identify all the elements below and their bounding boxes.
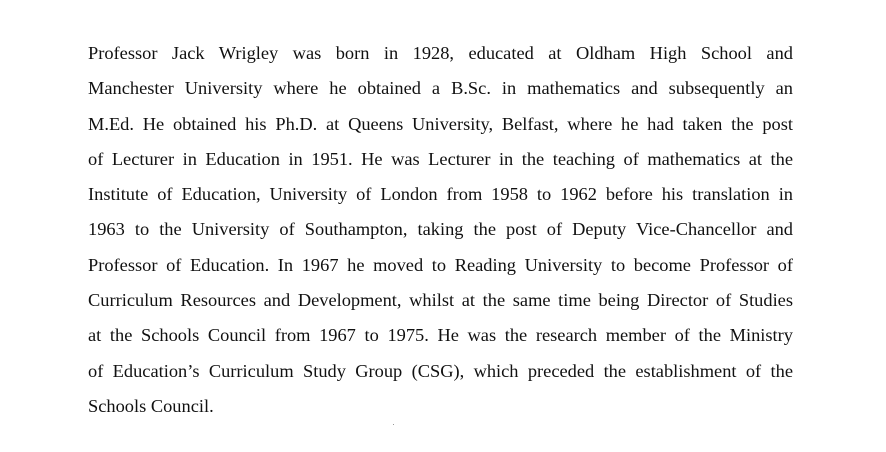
paragraph-line: Manchester University where he obtained a B.Sc. in mathematics and subsequently an bbox=[88, 78, 793, 99]
paragraph-line: 1963 to the University of Southampton, taking the post of Deputy Vice-Chancellor and bbox=[88, 219, 793, 240]
paragraph-line: Professor Jack Wrigley was born in 1928, educated at Oldham High School and bbox=[88, 43, 793, 63]
scan-speck bbox=[393, 424, 394, 425]
paragraph-line: at the Schools Council from 1967 to 1975. He was the research member of the Ministry bbox=[88, 325, 793, 346]
paragraph-line: M.Ed. He obtained his Ph.D. at Queens University, Belfast, where he had taken the post bbox=[88, 113, 793, 134]
paragraph-line: of Education’s Curriculum Study Group (CSG), which preceded the establishment of the bbox=[88, 360, 793, 381]
paragraph-line: Professor of Education. In 1967 he moved to Reading University to become Professor of bbox=[88, 254, 793, 275]
biography-paragraph bbox=[88, 36, 793, 424]
paragraph-line: of Lecturer in Education in 1951. He was Lecturer in the teaching of mathematics at the bbox=[88, 148, 793, 169]
paragraph-line: Curriculum Resources and Development, whilst at the same time being Director of Studies bbox=[88, 290, 793, 311]
paragraph-line: Institute of Education, University of London from 1958 to 1962 before his translation in bbox=[88, 184, 793, 205]
paragraph-line-last: Schools Council. bbox=[88, 395, 214, 416]
